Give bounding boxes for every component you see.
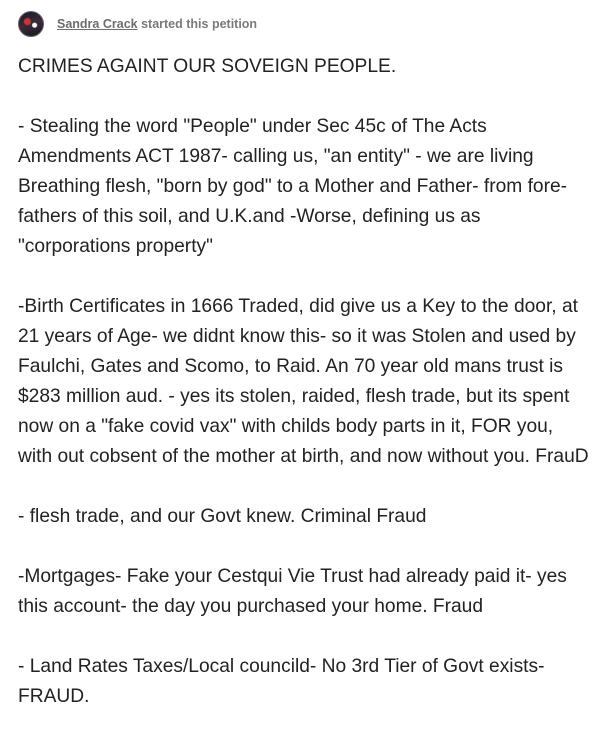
petition-title: CRIMES AGAINT OUR SOVEIGN PEOPLE. [18,56,397,77]
author-avatar[interactable] [18,11,44,37]
author-action-text: started this petition [141,17,258,31]
author-name-link[interactable]: Sandra Crack [57,17,138,31]
author-row [18,11,591,37]
petition-paragraph: - Land Rates Taxes/Local councild- No 3rd Tier of Govt exists- FRAUD. [18,656,545,707]
petition-body [18,52,591,712]
petition-paragraph: -Birth Certificates in 1666 Traded, did give us a Key to the door, at 21 years of Age- we didnt know this- so it was Stolen and used by Faulchi, Gates and Scomo, to Raid. An 70 year old mans trust is $283 million aud. - yes its stolen, raided, flesh trade, but its spent now on a "fake covid vax" with childs body parts in it, FOR you, with out cobsent of the mother at birth, and now without you. FrauD [18,296,589,467]
petition-paragraph: - Stealing the word "People" under Sec 45c of The Acts Amendments ACT 1987- calling us, "an entity" - we are living Breathing flesh, "born by god" to a Mother and Father- from fore-fathers of this soil, and U.K.and -Worse, defining us as "corporations property" [18,116,568,257]
petition-paragraph: - flesh trade, and our Govt knew. Criminal Fraud [18,506,427,527]
petition-paragraph: -Mortgages- Fake your Cestqui Vie Trust had already paid it- yes this account- the day you purchased your home. Fraud [18,566,567,617]
author-line [57,17,257,31]
